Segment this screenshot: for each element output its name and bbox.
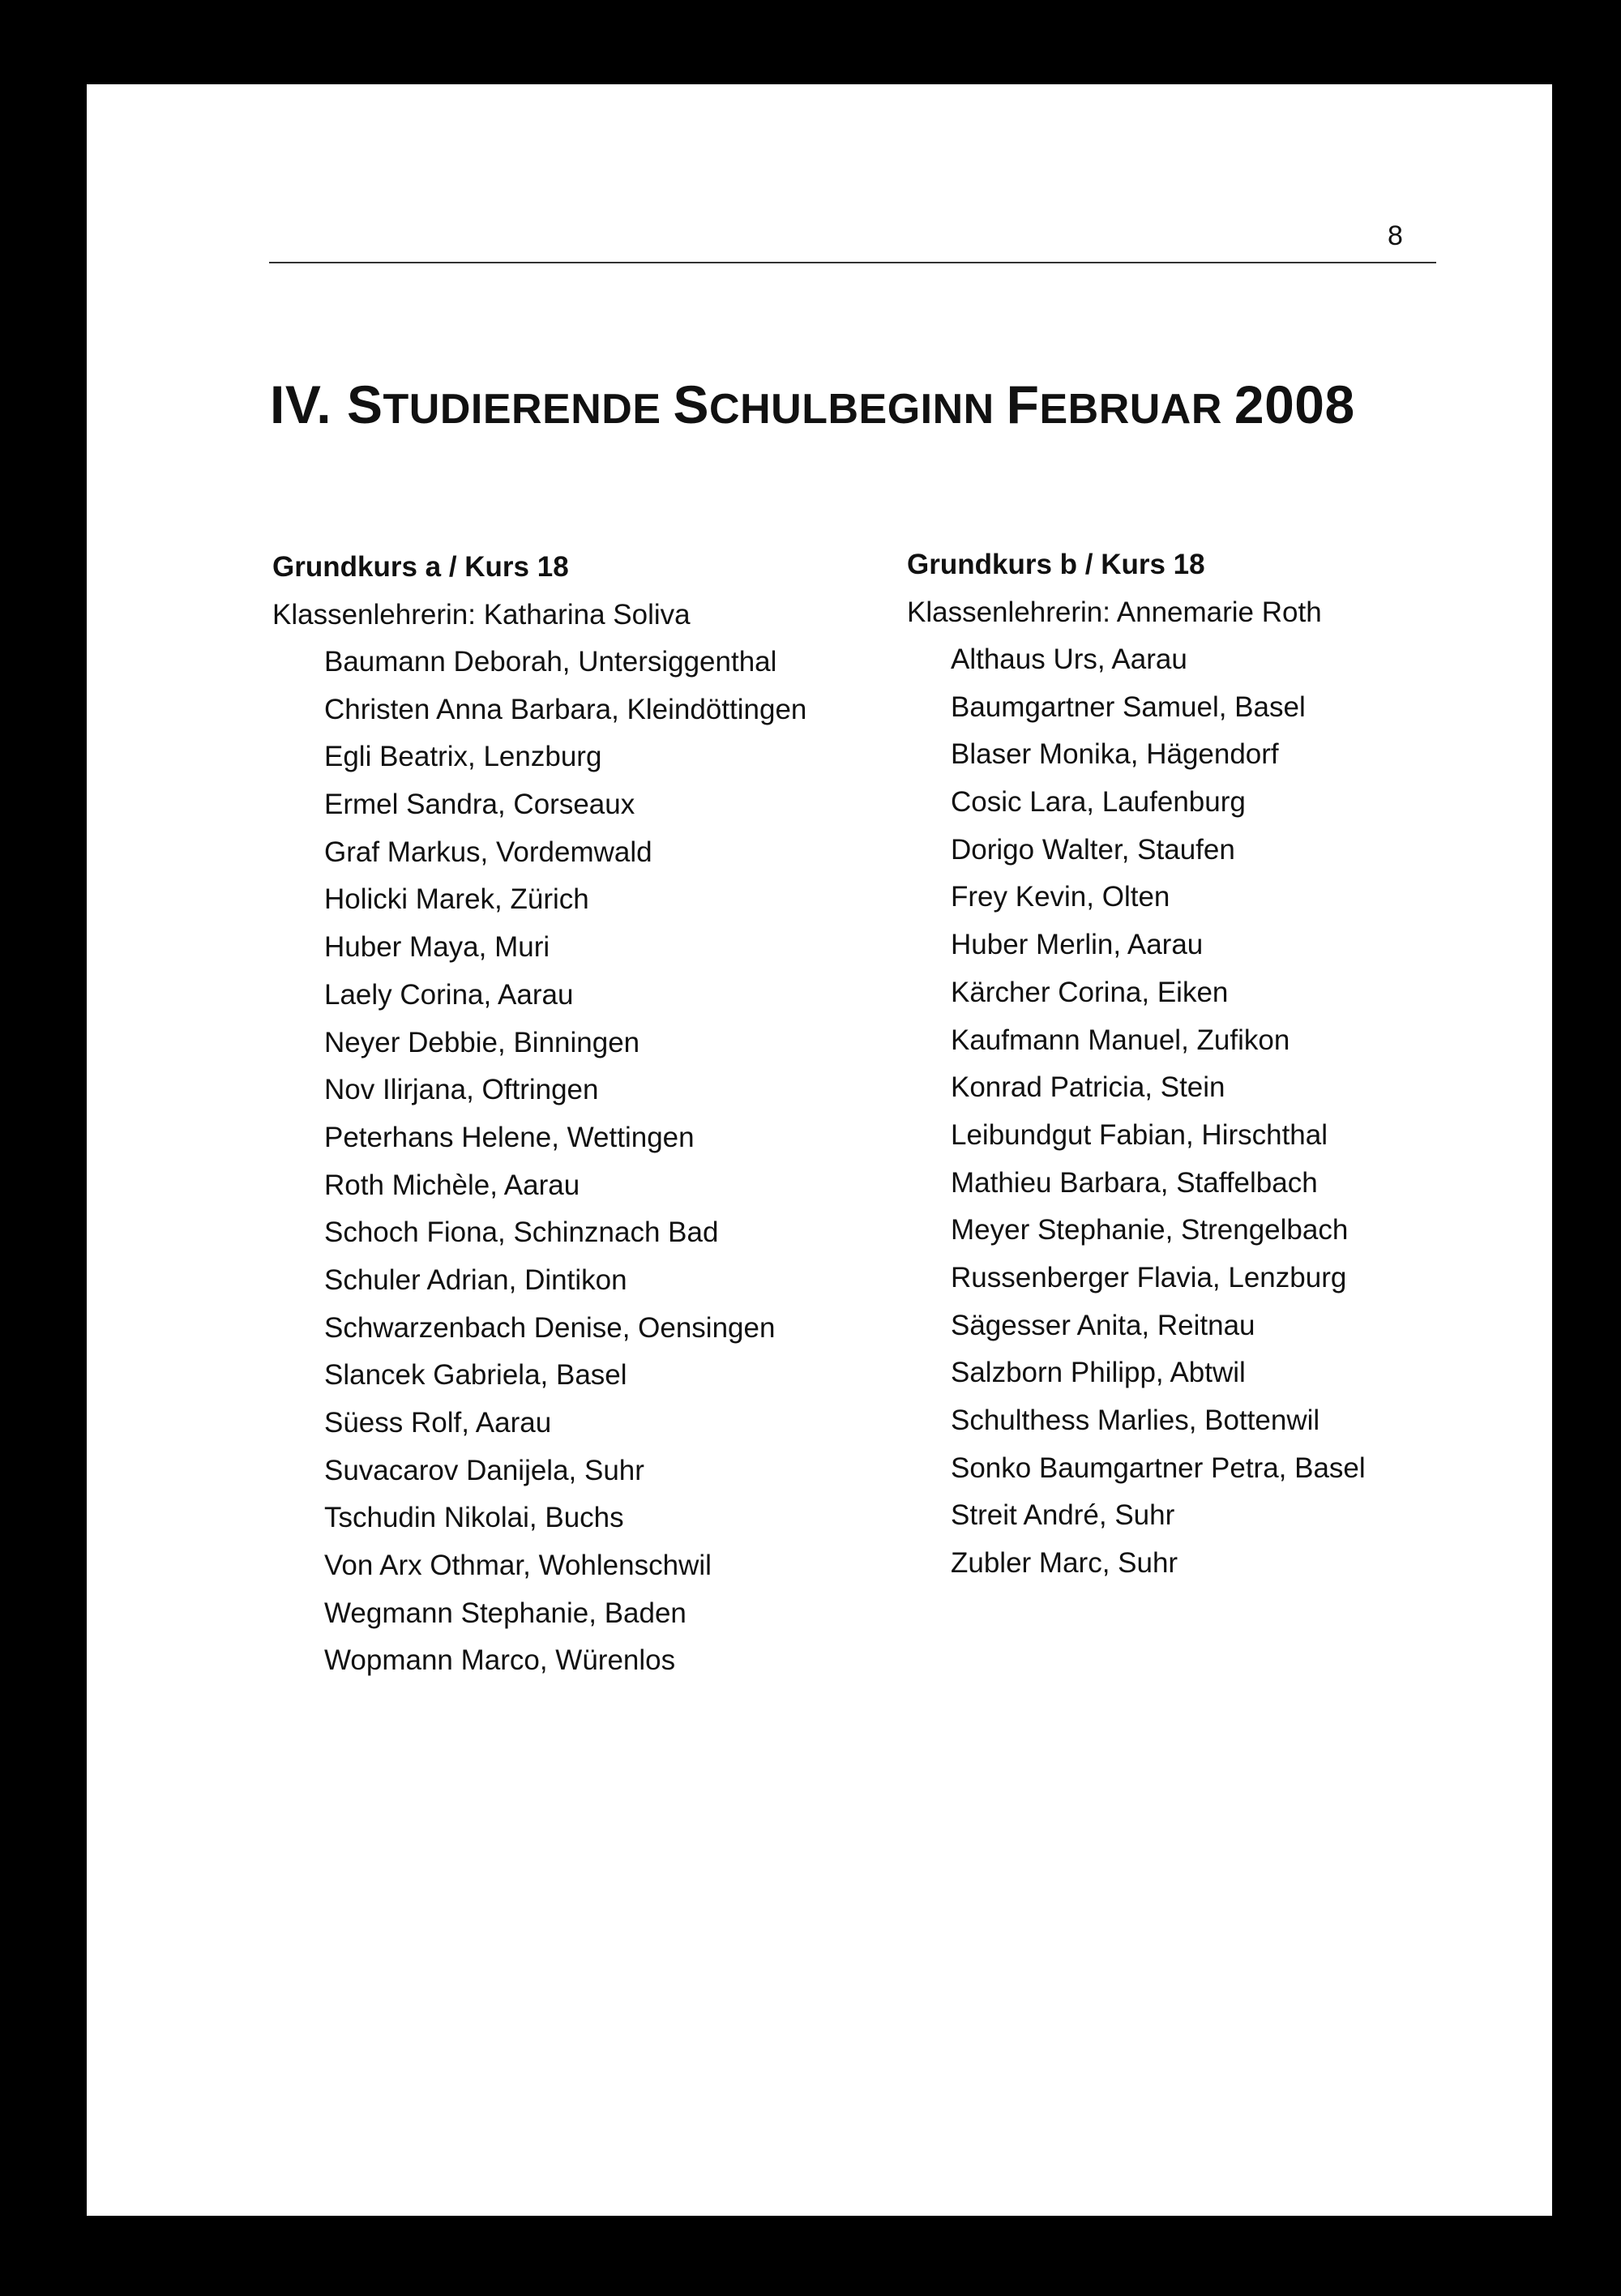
- teacher-name: Annemarie Roth: [1116, 596, 1322, 628]
- student-entry: Schwarzenbach Denise, Oensingen: [324, 1311, 776, 1344]
- student-entry: Von Arx Othmar, Wohlenschwil: [324, 1550, 712, 1582]
- header-rule: [269, 262, 1436, 263]
- student-entry: Holicki Marek, Zürich: [324, 883, 589, 916]
- heading-word-initial: F: [1006, 374, 1040, 434]
- student-entry: Streit André, Suhr: [951, 1499, 1175, 1532]
- teacher-name: Katharina Soliva: [483, 599, 691, 631]
- student-entry: Mathieu Barbara, Staffelbach: [951, 1166, 1318, 1199]
- student-entry: Ermel Sandra, Corseaux: [324, 789, 635, 821]
- student-entry: Laely Corina, Aarau: [324, 978, 574, 1011]
- student-entry: Blaser Monika, Hägendorf: [951, 738, 1279, 771]
- student-entry: Schuler Adrian, Dintikon: [324, 1263, 627, 1296]
- section-heading: [270, 374, 1355, 434]
- student-entry: Meyer Stephanie, Strengelbach: [951, 1214, 1349, 1246]
- student-entry: Schoch Fiona, Schinznach Bad: [324, 1216, 719, 1249]
- student-entry: Baumann Deborah, Untersiggenthal: [324, 646, 777, 678]
- course-b-student-list: [907, 636, 1523, 1588]
- course-a-teacher: [272, 591, 888, 639]
- student-entry: Egli Beatrix, Lenzburg: [324, 741, 602, 773]
- student-entry: Huber Maya, Muri: [324, 931, 550, 964]
- student-entry: Nov Ilirjana, Oftringen: [324, 1074, 599, 1106]
- heading-word-rest: TUDIERENDE: [383, 386, 674, 433]
- teacher-label: Klassenlehrerin:: [272, 599, 476, 631]
- student-entry: Dorigo Walter, Staufen: [951, 833, 1235, 866]
- student-entry: Huber Merlin, Aarau: [951, 929, 1204, 961]
- teacher-label: Klassenlehrerin:: [907, 596, 1110, 628]
- student-entry: Baumgartner Samuel, Basel: [951, 691, 1306, 723]
- student-entry: Russenberger Flavia, Lenzburg: [951, 1261, 1347, 1293]
- student-entry: Schulthess Marlies, Bottenwil: [951, 1405, 1320, 1436]
- document-page: [87, 84, 1552, 2216]
- heading-year: 2008: [1234, 374, 1355, 434]
- course-b-teacher: [907, 588, 1523, 636]
- course-b-column: [907, 541, 1523, 1588]
- student-entry: Zubler Marc, Suhr: [951, 1547, 1178, 1580]
- heading-word-rest: CHULBEGINN: [709, 386, 1007, 433]
- heading-word-rest: EBRUAR: [1039, 386, 1234, 433]
- student-entry: Christen Anna Barbara, Kleindöttingen: [324, 693, 807, 725]
- student-entry: Frey Kevin, Olten: [951, 881, 1170, 913]
- student-entry: Tschudin Nikolai, Buchs: [324, 1502, 624, 1534]
- heading-word-initial: S: [346, 374, 383, 434]
- student-entry: Sonko Baumgartner Petra, Basel: [951, 1452, 1366, 1484]
- student-entry: Wegmann Stephanie, Baden: [324, 1597, 686, 1629]
- heading-word-initial: S: [673, 374, 710, 434]
- student-entry: Peterhans Helene, Wettingen: [324, 1121, 695, 1153]
- student-entry: Leibundgut Fabian, Hirschthal: [951, 1118, 1328, 1151]
- student-entry: Sägesser Anita, Reitnau: [951, 1309, 1255, 1341]
- course-a-column: [272, 543, 888, 1685]
- student-entry: Slancek Gabriela, Basel: [324, 1359, 627, 1392]
- course-b-title: Grundkurs b / Kurs 18: [907, 549, 1205, 580]
- student-entry: Graf Markus, Vordemwald: [324, 836, 652, 868]
- student-entry: Kaufmann Manuel, Zufikon: [951, 1024, 1290, 1056]
- student-entry: Neyer Debbie, Binningen: [324, 1026, 640, 1058]
- course-a-title: Grundkurs a / Kurs 18: [272, 551, 569, 583]
- course-a-student-list: [272, 639, 888, 1685]
- student-entry: Wopmann Marco, Würenlos: [324, 1644, 676, 1677]
- student-entry: Roth Michèle, Aarau: [324, 1169, 580, 1201]
- student-entry: Konrad Patricia, Stein: [951, 1071, 1225, 1104]
- student-entry: Althaus Urs, Aarau: [951, 643, 1187, 675]
- page-number: 8: [1388, 220, 1403, 251]
- student-entry: Salzborn Philipp, Abtwil: [951, 1357, 1246, 1389]
- heading-roman: IV.: [270, 374, 347, 434]
- student-entry: Cosic Lara, Laufenburg: [951, 786, 1246, 819]
- student-entry: Kärcher Corina, Eiken: [951, 976, 1229, 1008]
- student-entry: Suvacarov Danijela, Suhr: [324, 1454, 644, 1486]
- student-entry: Süess Rolf, Aarau: [324, 1407, 552, 1439]
